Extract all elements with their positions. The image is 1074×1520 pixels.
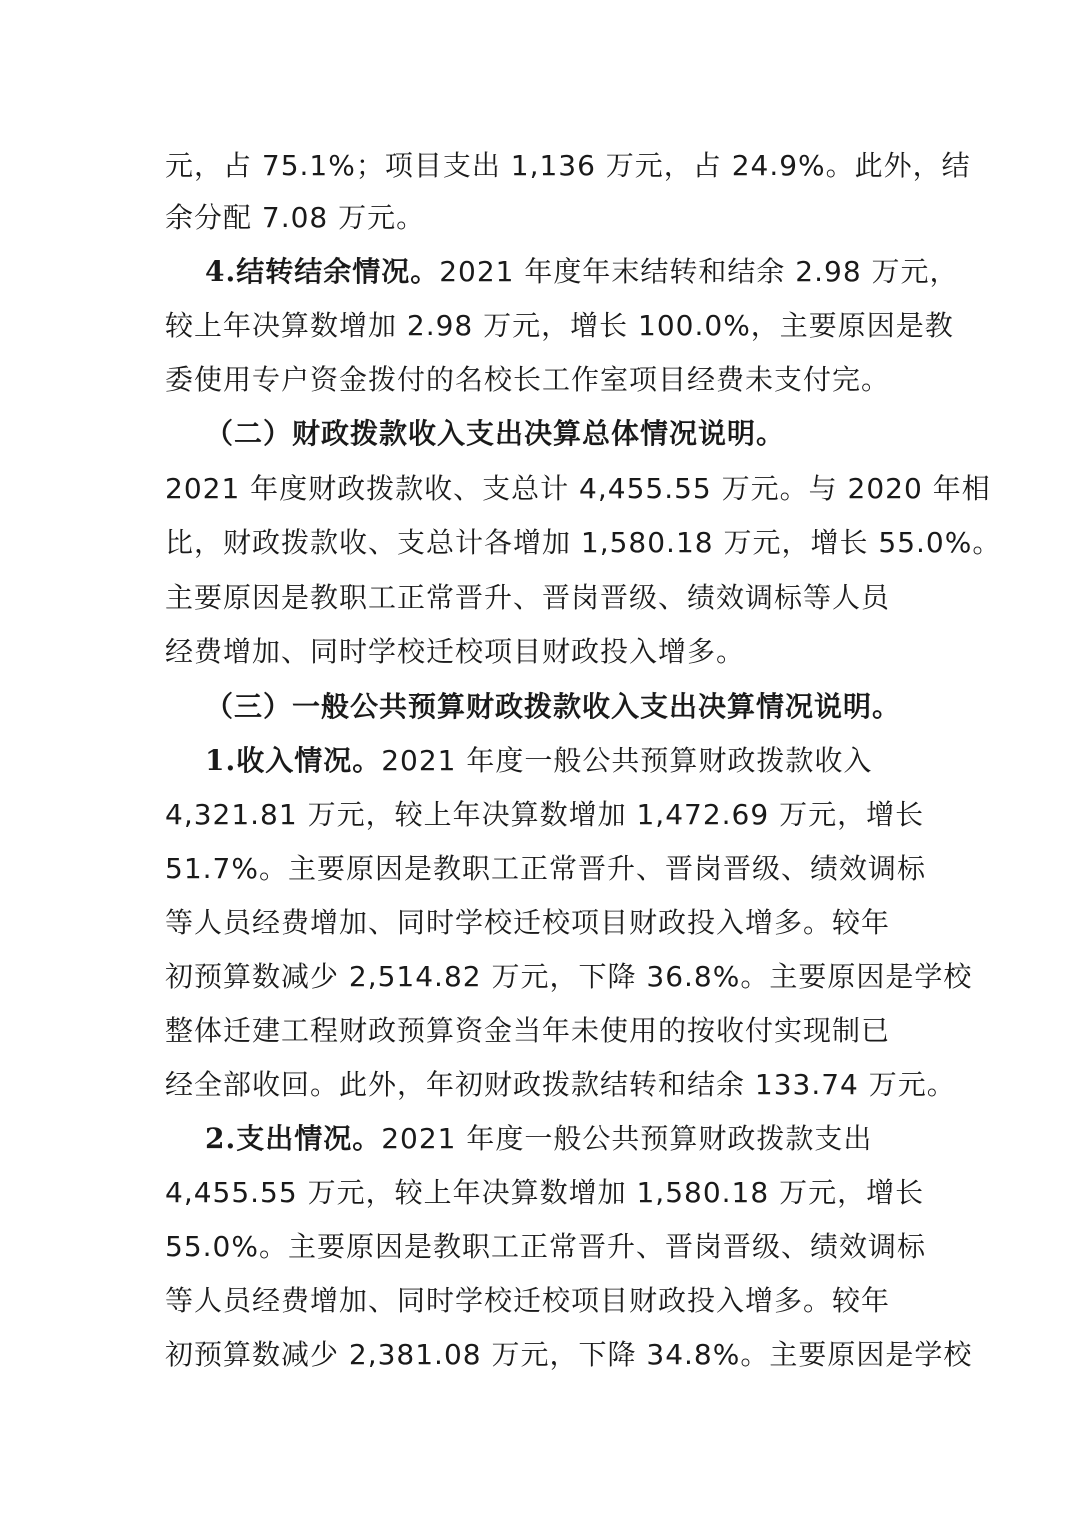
text-line bbox=[165, 198, 425, 238]
line-text: 经全部收回。此外，年初财政拨款结转和结余 133.74 万元。 bbox=[165, 1068, 956, 1101]
text-line bbox=[165, 957, 972, 997]
line-text: 主要原因是教职工正常晋升、晋岗晋级、绩效调标等人员 bbox=[165, 581, 891, 614]
text-line bbox=[165, 146, 971, 186]
line-text: 比，财政拨款收、支总计各增加 1,580.18 万元，增长 55.0%。 bbox=[165, 526, 1002, 559]
text-line bbox=[205, 741, 872, 781]
text-line bbox=[165, 903, 890, 943]
line-text: 等人员经费增加、同时学校迁校项目财政投入增多。较年 bbox=[165, 1284, 891, 1317]
text-line bbox=[165, 306, 954, 346]
line-text: 余分配 7.08 万元。 bbox=[165, 201, 426, 234]
line-text: 4,455.55 万元，较上年决算数增加 1,580.18 万元，增长 bbox=[165, 1176, 925, 1209]
text-line bbox=[165, 1065, 956, 1105]
subheading-expenditure: 2.支出情况。 bbox=[205, 1122, 382, 1155]
section-heading-2: （二）财政拨款收入支出决算总体情况说明。 bbox=[205, 417, 786, 450]
text-line bbox=[165, 578, 890, 618]
text-line bbox=[165, 632, 745, 672]
section-heading-4: 4.结转结余情况。 bbox=[205, 255, 440, 288]
subheading-income: 1.收入情况。 bbox=[205, 744, 382, 777]
line-text: 等人员经费增加、同时学校迁校项目财政投入增多。较年 bbox=[165, 906, 891, 939]
text-line bbox=[205, 1119, 872, 1159]
line-text: 2021 年度一般公共预算财政拨款支出 bbox=[381, 1122, 873, 1155]
line-text: 元，占 75.1%；项目支出 1,136 万元，占 24.9%。此外，结 bbox=[165, 149, 971, 182]
text-line bbox=[165, 469, 991, 509]
line-text: 2021 年度年末结转和结余 2.98 万元， bbox=[439, 255, 959, 288]
text-line bbox=[165, 1173, 924, 1213]
text-line bbox=[165, 1335, 972, 1375]
text-line bbox=[165, 1227, 926, 1267]
line-text: 整体迁建工程财政预算资金当年未使用的按收付实现制已 bbox=[165, 1014, 891, 1047]
text-line bbox=[165, 849, 926, 889]
text-line bbox=[165, 795, 924, 835]
section-heading-3: （三）一般公共预算财政拨款收入支出决算情况说明。 bbox=[205, 690, 902, 723]
line-text: 初预算数减少 2,514.82 万元，下降 36.8%。主要原因是学校 bbox=[165, 960, 973, 993]
text-line bbox=[165, 1281, 890, 1321]
line-text: 经费增加、同时学校迁校项目财政投入增多。 bbox=[165, 635, 746, 668]
line-text: 4,321.81 万元，较上年决算数增加 1,472.69 万元，增长 bbox=[165, 798, 925, 831]
line-text: 初预算数减少 2,381.08 万元，下降 34.8%。主要原因是学校 bbox=[165, 1338, 973, 1371]
line-text: 委使用专户资金拨付的名校长工作室项目经费未支付完。 bbox=[165, 363, 891, 396]
text-line bbox=[205, 687, 901, 727]
text-line bbox=[205, 414, 785, 454]
text-line bbox=[165, 523, 1001, 563]
line-text: 2021 年度财政拨款收、支总计 4,455.55 万元。与 2020 年相 bbox=[165, 472, 991, 505]
line-text: 51.7%。主要原因是教职工正常晋升、晋岗晋级、绩效调标 bbox=[165, 852, 926, 885]
line-text: 较上年决算数增加 2.98 万元，增长 100.0%，主要原因是教 bbox=[165, 309, 954, 342]
text-line bbox=[165, 1011, 890, 1051]
line-text: 2021 年度一般公共预算财政拨款收入 bbox=[381, 744, 873, 777]
line-text: 55.0%。主要原因是教职工正常晋升、晋岗晋级、绩效调标 bbox=[165, 1230, 926, 1263]
text-line bbox=[205, 252, 959, 292]
text-line bbox=[165, 360, 890, 400]
